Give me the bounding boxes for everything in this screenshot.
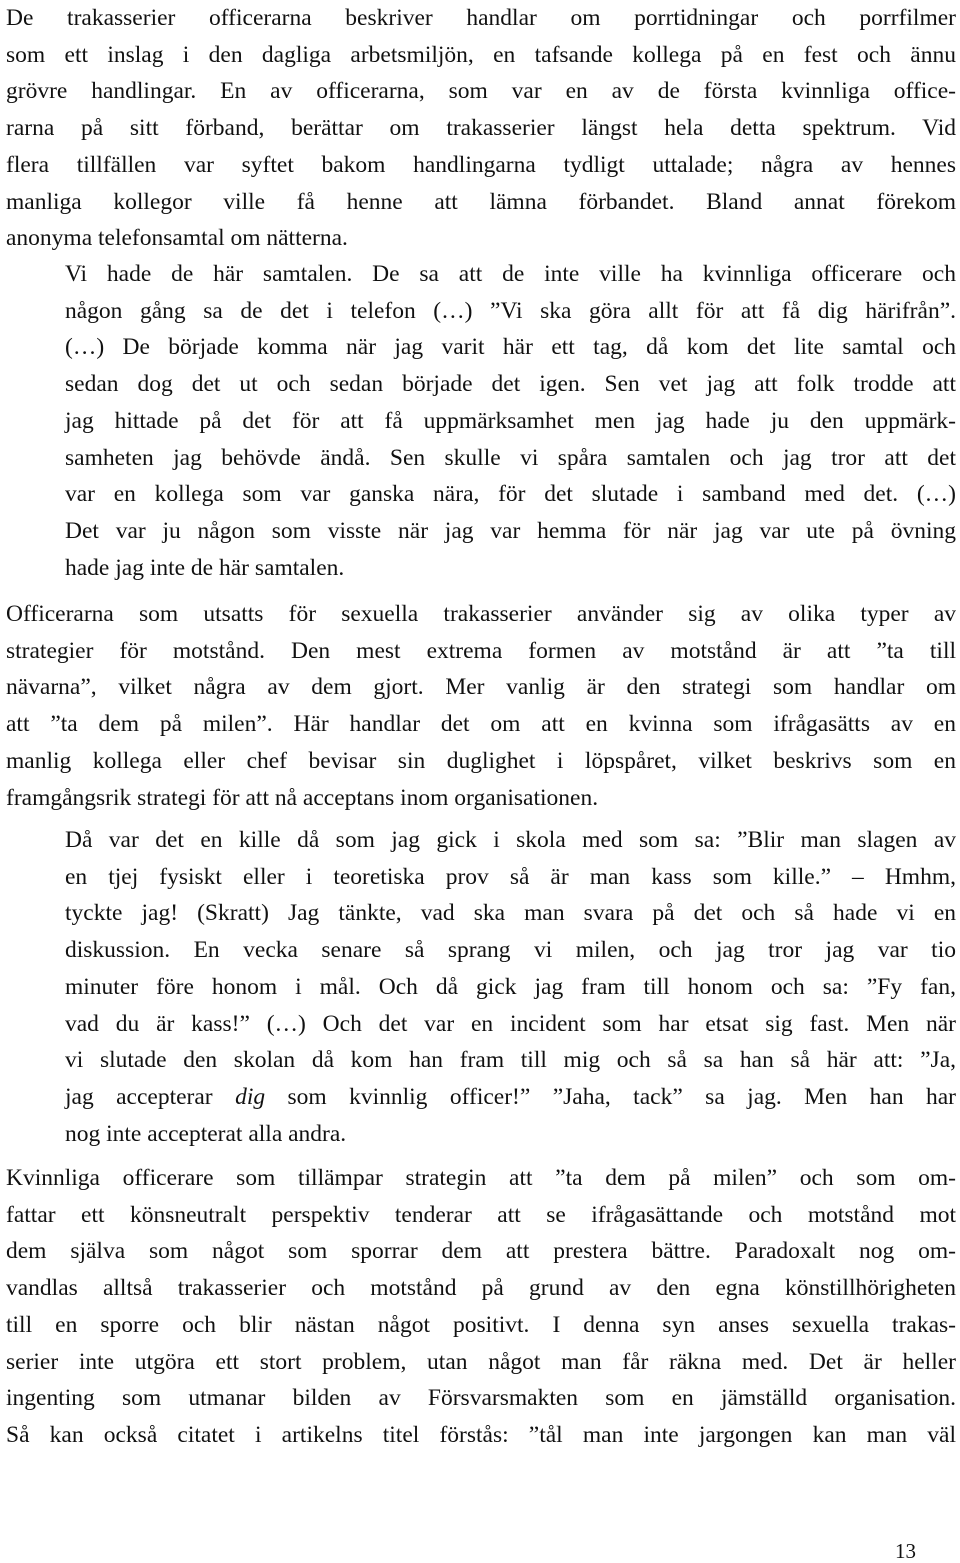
text-line: manliga kollegor ville få henne att lämna förbandet. Bland annat förekom — [6, 188, 956, 215]
quote-line: någon gång sa de det i telefon (…) ”Vi ska göra allt för att få dig härifrån”. — [65, 297, 956, 324]
text-line: Så kan också citatet i artikelns titel förstås: ”tål man inte jargongen kan man väl — [6, 1421, 956, 1448]
block-quote-phone-calls — [65, 256, 956, 586]
quote-line: Det var ju någon som visste när jag var hemma för när jag var ute på övning — [65, 517, 956, 544]
text-line: Officerarna som utsatts för sexuella trakasserier använder sig av olika typer av — [6, 601, 956, 627]
text-line: strategier för motstånd. Den mest extrema formen av motstånd är att ”ta till — [6, 637, 956, 664]
text-line: Kvinnliga officerare som tillämpar strategin att ”ta dem på milen” och som om- — [6, 1165, 956, 1191]
quote-line: Då var det en kille då som jag gick i skola med som sa: ”Blir man slagen av — [65, 827, 956, 853]
quote-line: (…) De började komma när jag varit här ett tag, då kom det lite samtal och — [65, 334, 956, 361]
text-line: serier inte utgöra ett stort problem, utan något man får räkna med. Det är heller — [6, 1348, 956, 1375]
quote-line: en tjej fysiskt eller i teoretiska prov så är man kass som kille.” – Hmhm, — [65, 863, 956, 890]
text-line: flera tillfällen var syftet bakom handlingarna tydligt uttalade; några av hennes — [6, 151, 956, 178]
text-line: De trakasserier officerarna beskriver handlar om porrtidningar och porrfilmer — [6, 5, 956, 31]
quote-line: sedan dog det ut och sedan började det igen. Sen vet jag att folk trodde att — [65, 371, 956, 398]
text-line: anonyma telefonsamtal om nätterna. — [6, 225, 348, 252]
quote-line-segment: som kvinnlig officer!” ”Jaha, tack” sa jag. Men han har — [265, 1083, 956, 1110]
text-line: vandlas alltså trakasserier och motstånd på grund av den egna könstillhörigheten — [6, 1275, 956, 1302]
text-line: att ”ta dem på milen”. Här handlar det om att en kvinna som ifrågasätts av en — [6, 711, 956, 738]
text-line: till en sporre och blir nästan något positivt. I denna syn anses sexuella trakas- — [6, 1311, 956, 1338]
quote-line: vad du är kass!” (…) Och det var en incident som har etsat sig fast. Men när — [65, 1010, 956, 1037]
quote-line: Vi hade de här samtalen. De sa att de inte ville ha kvinnliga officerare och — [65, 261, 956, 287]
quote-line: tyckte jag! (Skratt) Jag tänkte, vad ska man svara på det och så hade vi en — [65, 900, 956, 927]
text-line: dem själva som något som sporrar dem att prestera bättre. Paradoxalt nog om- — [6, 1238, 956, 1265]
text-line: nävarna”, vilket några av dem gjort. Mer vanlig är den strategi som handlar om — [6, 674, 956, 701]
text-line: framgångsrik strategi för att nå acceptans inom organisationen. — [6, 784, 599, 811]
page-number: 13 — [895, 1539, 916, 1563]
text-line: manlig kollega eller chef bevisar sin duglighet i löpspåret, vilket beskrivs som en — [6, 747, 956, 774]
quote-line: hade jag inte de här samtalen. — [65, 554, 345, 581]
quote-line: diskussion. En vecka senare så sprang vi milen, och jag tror jag var tio — [65, 937, 956, 964]
text-line: rarna på sitt förband, berättar om trakasserier längst hela detta spektrum. Vid — [6, 115, 956, 142]
text-line: fattar ett könsneutralt perspektiv tenderar att se ifrågasättande och motstånd mot — [6, 1201, 956, 1228]
quote-line-segment: jag accepterar — [65, 1083, 236, 1110]
quote-line: jag hittade på det för att få uppmärksamhet men jag hade ju den uppmärk- — [65, 407, 956, 434]
quote-line: minuter före honom i mål. Och då gick jag fram till honom och sa: ”Fy fan, — [65, 973, 956, 1000]
body-paragraph-harassment — [6, 0, 956, 257]
quote-line — [65, 1079, 956, 1116]
quote-line: var en kollega som var ganska nära, för det slutade i samband med det. (…) — [65, 481, 956, 508]
emphasis-word: dig — [235, 1083, 266, 1110]
quote-line: vi slutade den skolan då kom han fram till mig och så sa han så här att: ”Ja, — [65, 1047, 956, 1074]
quote-line: nog inte accepterat alla andra. — [65, 1120, 347, 1147]
body-paragraph-conclusion — [6, 1160, 956, 1454]
text-line: grövre handlingar. En av officerarna, som var en av de första kvinnliga office- — [6, 78, 956, 105]
body-paragraph-strategies — [6, 596, 956, 816]
text-line: som ett inslag i den dagliga arbetsmiljön, en tafsande kollega på en fest och ännu — [6, 41, 956, 68]
quote-line: samheten jag behövde ändå. Sen skulle vi spåra samtalen och jag tror att det — [65, 444, 956, 471]
block-quote-running — [65, 822, 956, 1152]
text-line: ingenting som utmanar bilden av Försvarsmakten som en jämställd organisation. — [6, 1385, 956, 1412]
